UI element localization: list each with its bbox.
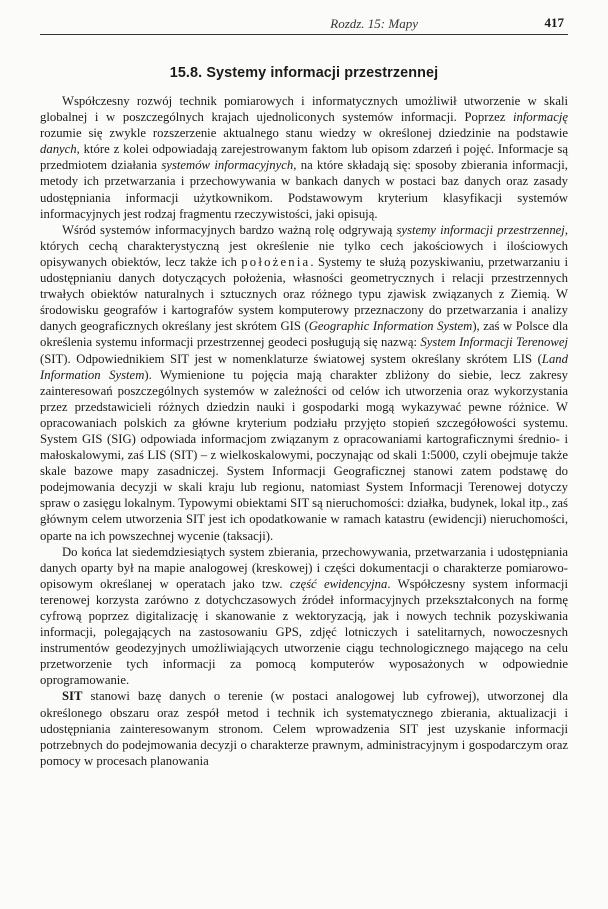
spaced-term: położenia xyxy=(241,254,311,269)
section-title: 15.8. Systemy informacji przestrzennej xyxy=(169,65,439,81)
paragraph xyxy=(40,222,568,544)
text-run: (SIT). Odpowiednikiem SIT jest w nomenklaturze światowej system określany skrótem LIS ( xyxy=(40,351,542,366)
chapter-title: Rozdz. 15: Mapy xyxy=(330,16,418,31)
text-run: . Systemy te służą pozyskiwaniu, przetwarzaniu i udostępnianiu danych dotyczących położenia, własności geometrycznych i relacji przestrzennych trwałych obiektów naturalnych i sztucznych oraz różnego typu zjawisk związanych z Ziemią. W środowisku geografów i kartografów system komputerowy przeznaczony do przetwarzania i analizy danych geograficznych określany jest skrótem GIS ( xyxy=(40,254,568,334)
text-run: . Współczesny system informacji terenowej korzysta zarówno z dotychczasowych źródeł informacyjnych przekształconych na formę cyfrową poprzez digitalizację i skanowanie z wektoryzacją, jak i nowych technik pozyskiwania informacji, polegających na zastosowaniu GPS, zdjęć lotniczych i satelitarnych, nowoczesnych instrumentów geodezyjnych umożliwiających utworzenie ciągu technologicznego mającego na celu przetworzenie tych informacji za pomocą komputerów wyposażonych w odpowiednie oprogramowanie. xyxy=(40,576,568,688)
text-run: ), zaś w Polsce dla określenia systemu informacji przestrzennej geodeci posługują się nazwą: xyxy=(40,319,568,350)
text-run: ). Wymienione tu pojęcia mają charakter zbliżony do siebie, lecz zakresy zainteresowań poszczególnych systemów w zależności od celów ich utworzenia oraz wykorzystania przez przedstawicieli różnych dziedzin nauki i gospodarki mogą wykazywać pewne różnice. W opracowaniach polskich za główne kryterium podziału przyjęto stopień szczegółowości systemu. System GIS (SIG) odpowiada informacjom związanym z opracowaniami kartograficznymi średnio- i małoskalowymi, zaś LIS (SIT) – z wielkoskalowymi, poczynając od skali 1:5000, czyli obejmuje także skale bazowe mapy zasadniczej. System Informacji Geograficznej stanowi zatem podstawę do podejmowania decyzji w skali kraju lub regionu, natomiast System Informacji Terenowej dotyczy spraw o zasięgu lokalnym. Typowymi obiektami SIT są nieruchomości: działka, budynek, lokal itp., zaś głównym celem utworzenia SIT jest ich opodatkowanie w ramach katastru (ewidencji) nieruchomości, oparte na ich powszechnej wycenie (taksacji). xyxy=(40,367,568,543)
italic-term: systemy informacji przestrzennej xyxy=(396,222,565,237)
italic-term: informację xyxy=(513,110,568,125)
italic-term: część ewidencyjna xyxy=(289,576,388,591)
italic-term: Geographic Information System xyxy=(308,319,473,334)
text-run: , których cechą charakterystyczną jest określenie nie tylko cech jakościowych i ilościowych opisywanych obiektów, lecz także ich xyxy=(40,222,568,269)
italic-term: systemów informacyjnych xyxy=(161,158,294,173)
text-run: , które z kolei odpowiadają zarejestrowanym faktom lub opisom zdarzeń i pojęć. Informacje są przedmiotem działania xyxy=(40,142,568,173)
text-run: Wśród systemów informacyjnych bardzo ważną rolę odgrywają xyxy=(62,222,397,237)
paragraph xyxy=(40,544,568,689)
text-run: Do końca lat siedemdziesiątych system zbierania, przechowywania, przetwarzania i udostępniania danych oparty był na mapie analogowej (kreskowej) i części dokumentacji o charakterze pomiarowo-opisowym określanej w operatach jako tzw. xyxy=(40,544,568,591)
italic-term: Land Information System xyxy=(40,351,568,382)
italic-term: System Informacji Terenowej xyxy=(420,335,568,350)
text-run: stanowi bazę danych o terenie (w postaci analogowej lub cyfrowej), utworzonej dla określonego obszaru oraz zespół metod i technik ich systematycznego zbierania, aktualizacji i udostępniania zainteresowanym stronom. Celem wprowadzenia SIT jest uzyskanie informacji potrzebnych do podejmowania decyzji o charakterze prawnym, administracyjnym i gospodarczym oraz pomocy w procesach planowania xyxy=(40,689,568,768)
page-number: 417 xyxy=(544,15,564,30)
paragraph xyxy=(40,93,568,222)
text-run: Współczesny rozwój technik pomiarowych i informatycznych umożliwił utworzenie w skali globalnej i w poszczególnych krajach ujednoliconych systemów informacji. Poprzez xyxy=(40,94,568,125)
paragraph xyxy=(40,688,568,768)
body-text xyxy=(40,93,568,769)
running-head xyxy=(40,14,568,35)
bold-term: SIT xyxy=(62,689,83,704)
italic-term: danych xyxy=(40,142,77,157)
text-run: , na które składają się: sposoby zbierania informacji, metody ich przetwarzania i przechowywania w bankach danych w postaci baz danych oraz zasady udostępniania informacji użytkownikom. Podstawowym kryterium klasyfikacji systemów informacyjnych jest rodzaj fragmentu rzeczywistości, jaki opisują. xyxy=(40,158,568,221)
text-run: rozumie się zwykle rozszerzenie aktualnego stanu wiedzy w określonej dziedzinie na podstawie xyxy=(40,126,568,141)
book-page xyxy=(40,14,568,769)
